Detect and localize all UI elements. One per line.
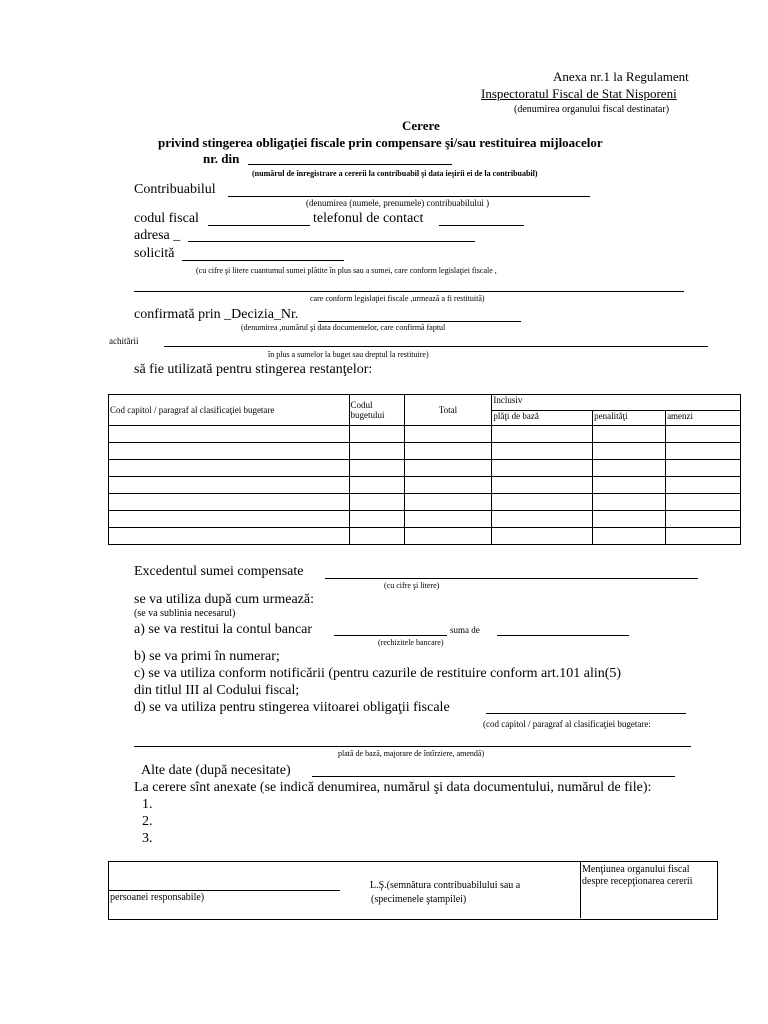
option-d-label: d) se va utiliza pentru stingerea viitoarei obligaţii fiscale [134,700,450,715]
header-penalitati: penalităţi [593,411,666,426]
option-a-sum-label: suma de [450,625,480,635]
seal-label: L.Ş.(semnătura contribuabilului sau a [370,880,521,891]
table-row [109,426,741,443]
header-amenzi: amenzi [666,411,741,426]
attachment-item: 2. [142,814,153,829]
taxpayer-caption: (denumirea (numele, prenumele) contribuabilului ) [306,198,490,208]
phone-label: telefonul de contact [313,211,424,226]
table-row [109,460,741,477]
form-title: Cerere [402,118,440,133]
fiscal-code-label: codul fiscal [134,211,199,226]
header-total: Total [404,395,492,426]
use-for-label: să fie utilizată pentru stingerea restanţelor: [134,362,373,377]
taxpayer-line[interactable] [228,196,590,197]
request-caption-2: care conform legislaţiei fiscale ,urmează a fi restituită) [310,294,485,303]
responsible-signature-line[interactable] [109,890,340,891]
payment-line[interactable] [164,346,708,347]
number-date-caption: (numărul de înregistrare a cererii la contribuabil şi data ieşirii ei de la contribuabil) [252,169,538,178]
annex-reference: Anexa nr.1 la Regulament [553,69,689,84]
confirmed-line[interactable] [318,321,521,322]
form-subtitle: privind stingerea obligaţiei fiscale prin compensare şi/sau restituirea mijloacelor [158,135,603,150]
header-plati-de-baza: plăţi de bază [492,411,593,426]
option-c-label: c) se va utiliza conform notificării (pentru cazurile de restituire conform art.101 alin(5) [134,666,622,681]
address-label: adresa _ [134,228,181,243]
table-row [109,511,741,528]
attachments-label: La cerere sînt anexate (se indică denumirea, numărul şi data documentului, numărul de file): [134,780,652,795]
option-d-caption-2: plată de bază, majorare de întîrziere, amendă) [338,749,485,758]
request-caption: (cu cifre şi litere cuantumul sumei plătite în plus sau a sumei, care conform legislaţiei fiscale , [196,266,497,275]
address-line[interactable] [188,241,475,242]
header-cod-capitol: Cod capitol / paragraf al clasificaţiei bugetare [109,395,350,426]
fiscal-mention: Menţiunea organului fiscal [582,864,690,875]
excess-line[interactable] [325,578,698,579]
option-b-label: b) se va primi în numerar; [134,649,280,664]
payment-caption: în plus a sumelor la buget sau dreptul la restituire) [268,350,429,359]
arrears-table [108,394,741,545]
payment-label: achitării [109,336,139,346]
attachment-item: 3. [142,831,153,846]
attachment-item: 1. [142,797,153,812]
table-row [109,494,741,511]
other-data-line[interactable] [312,776,675,777]
signature-divider [580,861,581,918]
bank-details-caption: (rechizitele bancare) [378,638,444,647]
fiscal-code-line[interactable] [208,225,310,226]
excess-label: Excedentul sumei compensate [134,564,304,579]
option-a-label: a) se va restitui la contul bancar [134,622,313,637]
fiscal-mention-2: despre recepţionarea cererii [582,876,693,887]
seal-caption: (specimenele ştampilei) [371,894,467,905]
option-d-caption: (cod capitol / paragraf al clasificaţiei bugetare: [483,719,651,729]
option-d-line[interactable] [486,713,686,714]
inspectorate-caption: (denumirea organului fiscal destinatar) [514,104,670,115]
phone-line[interactable] [439,225,524,226]
other-data-label: Alte date (după necesitate) [141,763,291,778]
number-date-line[interactable] [248,164,452,165]
taxpayer-label: Contribuabilul [134,182,216,197]
table-row [109,528,741,545]
excess-caption: (cu cifre şi litere) [384,581,440,590]
bank-account-line[interactable] [334,635,447,636]
underline-note: (se va sublinia necesarul) [134,608,236,619]
use-as-follows: se va utiliza după cum urmează: [134,592,314,607]
responsible-caption: persoanei responsabile) [110,892,205,903]
header-inclusiv: Inclusiv [492,395,741,411]
confirmed-caption: (denumirea ,numărul şi data documentelor, care confirmă faptul [241,323,446,332]
request-label: solicită [134,246,175,261]
request-line[interactable] [182,260,344,261]
header-codul-bugetului: Codul bugetului [349,395,404,426]
number-date-label: nr. din [203,151,240,166]
confirmed-label: confirmată prin _Decizia_Nr. [134,307,299,322]
table-row [109,477,741,494]
option-c-label-2: din titlul III al Codului fiscal; [134,683,300,698]
option-d-line-2[interactable] [134,746,691,747]
request-line-2[interactable] [134,291,684,292]
sum-line[interactable] [497,635,629,636]
table-row [109,443,741,460]
tax-inspectorate-name: Inspectoratul Fiscal de Stat Nisporeni [481,86,677,101]
